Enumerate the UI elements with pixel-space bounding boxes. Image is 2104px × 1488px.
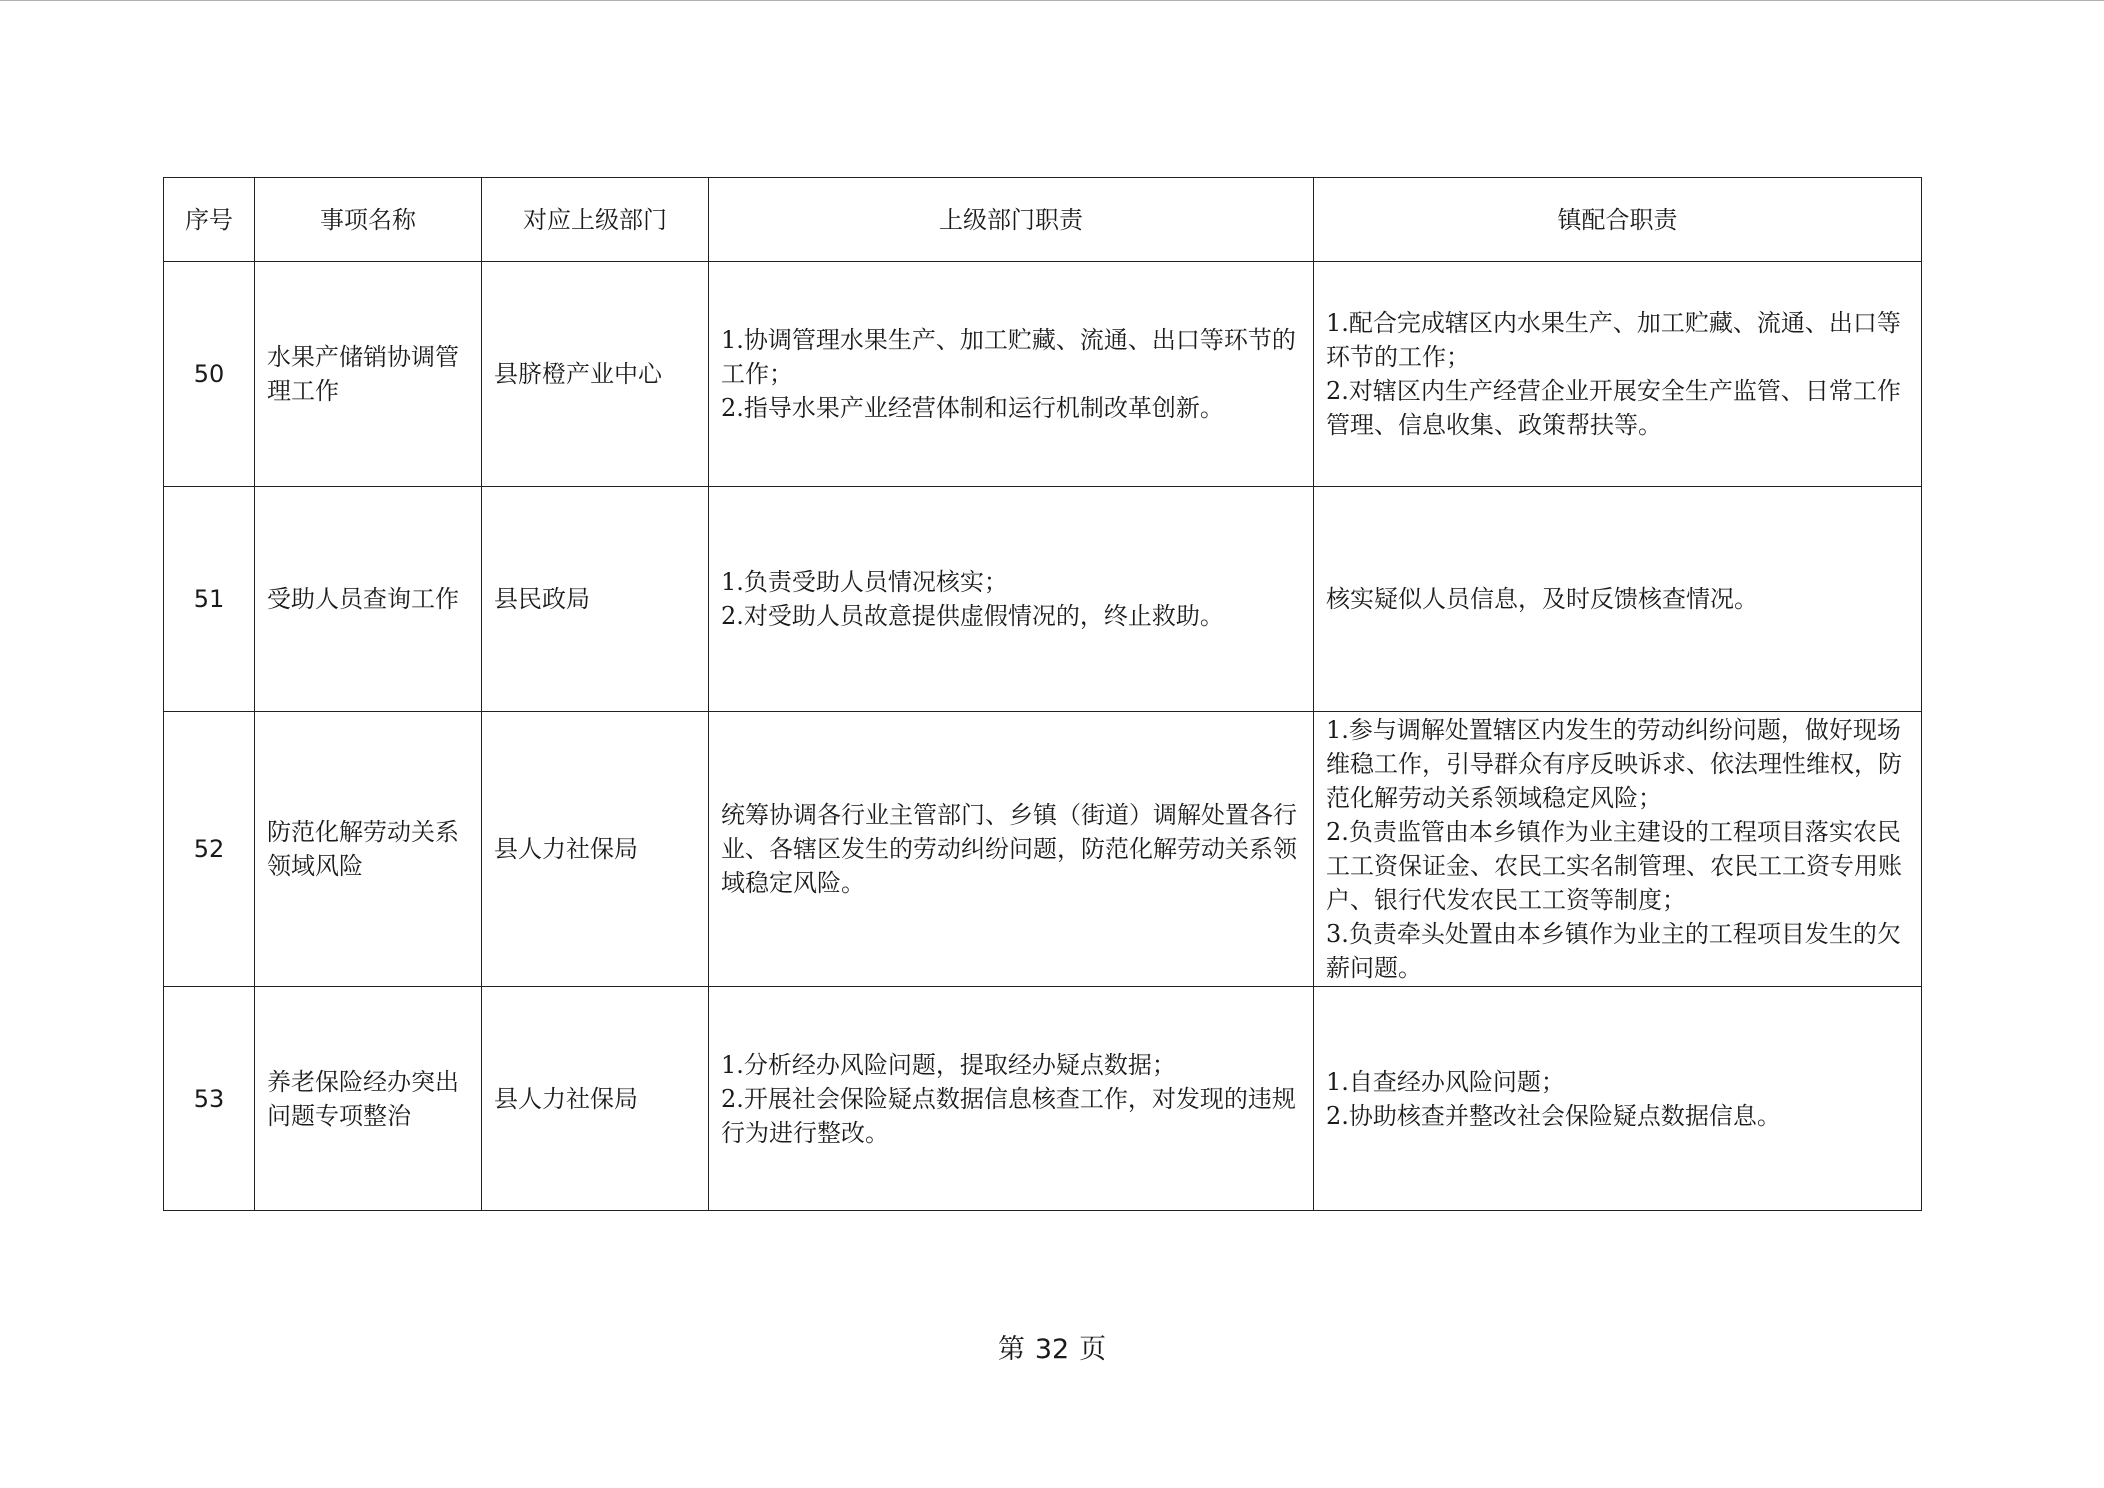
- header-upper-duties: 上级部门职责: [709, 178, 1314, 262]
- header-town-duties: 镇配合职责: [1314, 178, 1922, 262]
- town-duty-line: 1.配合完成辖区内水果生产、加工贮藏、流通、出口等环节的工作；: [1326, 309, 1901, 371]
- table-row: [164, 487, 1922, 712]
- row-town-duties: [1314, 262, 1922, 487]
- header-item-name: 事项名称: [255, 178, 482, 262]
- page-number: 32: [1034, 1334, 1070, 1365]
- town-duty-line: 3.负责牵头处置由本乡镇作为业主的工程项目发生的欠薪问题。: [1326, 920, 1901, 982]
- row-seq: 51: [164, 487, 255, 712]
- row-item-name: 养老保险经办突出问题专项整治: [255, 987, 482, 1211]
- page-suffix: 页: [1079, 1334, 1107, 1365]
- upper-duty-line: 1.分析经办风险问题，提取经办疑点数据；: [721, 1050, 1176, 1079]
- town-duty-line: 1.参与调解处置辖区内发生的劳动纠纷问题，做好现场维稳工作，引导群众有序反映诉求、依法理性维权，防范化解劳动关系领域稳定风险；: [1326, 716, 1902, 812]
- row-upper-duties: [709, 987, 1314, 1211]
- page-footer: [0, 1332, 2104, 1368]
- upper-duty-line: 2.指导水果产业经营体制和运行机制改革创新。: [721, 394, 1224, 422]
- page-prefix: 第: [997, 1334, 1025, 1365]
- row-town-duties: [1314, 987, 1922, 1211]
- row-upper-duties: [709, 487, 1314, 712]
- upper-duty-line: 1.负责受助人员情况核实；: [721, 568, 1008, 596]
- row-upper-dept: 县人力社保局: [482, 712, 709, 987]
- header-upper-dept: 对应上级部门: [482, 178, 709, 262]
- upper-duty-line: 2.对受助人员故意提供虚假情况的，终止救助。: [721, 602, 1224, 630]
- town-duty-line: 2.协助核查并整改社会保险疑点数据信息。: [1326, 1101, 1781, 1130]
- town-duty-line: 2.负责监管由本乡镇作为业主建设的工程项目落实农民工工资保证金、农民工实名制管理、农民工工资专用账户、银行代发农民工工资等制度；: [1326, 818, 1902, 914]
- table-row: [164, 987, 1922, 1211]
- row-upper-dept: 县人力社保局: [482, 987, 709, 1211]
- town-duty-line: 核实疑似人员信息，及时反馈核查情况。: [1326, 585, 1758, 613]
- row-upper-dept: 县民政局: [482, 487, 709, 712]
- row-seq: 50: [164, 262, 255, 487]
- row-item-name: 防范化解劳动关系领域风险: [255, 712, 482, 987]
- table-row: [164, 262, 1922, 487]
- top-border-line: [0, 0, 2104, 1]
- upper-duty-line: 统筹协调各行业主管部门、乡镇（街道）调解处置各行业、各辖区发生的劳动纠纷问题，防范化解劳动关系领域稳定风险。: [721, 801, 1297, 897]
- table-header-row: [164, 178, 1922, 262]
- town-duty-line: 1.自查经办风险问题；: [1326, 1067, 1565, 1096]
- upper-duty-line: 2.开展社会保险疑点数据信息核查工作，对发现的违规行为进行整改。: [721, 1084, 1296, 1147]
- row-seq: 52: [164, 712, 255, 987]
- upper-duty-line: 1.协调管理水果生产、加工贮藏、流通、出口等环节的工作；: [721, 326, 1296, 388]
- row-upper-duties: [709, 712, 1314, 987]
- row-upper-dept: 县脐橙产业中心: [482, 262, 709, 487]
- row-upper-duties: [709, 262, 1314, 487]
- duty-table: [163, 177, 1922, 1211]
- table-row: [164, 712, 1922, 987]
- row-item-name: 水果产储销协调管理工作: [255, 262, 482, 487]
- row-town-duties: [1314, 487, 1922, 712]
- row-item-name: 受助人员查询工作: [255, 487, 482, 712]
- row-seq: 53: [164, 987, 255, 1211]
- row-town-duties: [1314, 712, 1922, 987]
- town-duty-line: 2.对辖区内生产经营企业开展安全生产监管、日常工作管理、信息收集、政策帮扶等。: [1326, 377, 1901, 439]
- header-seq: 序号: [164, 178, 255, 262]
